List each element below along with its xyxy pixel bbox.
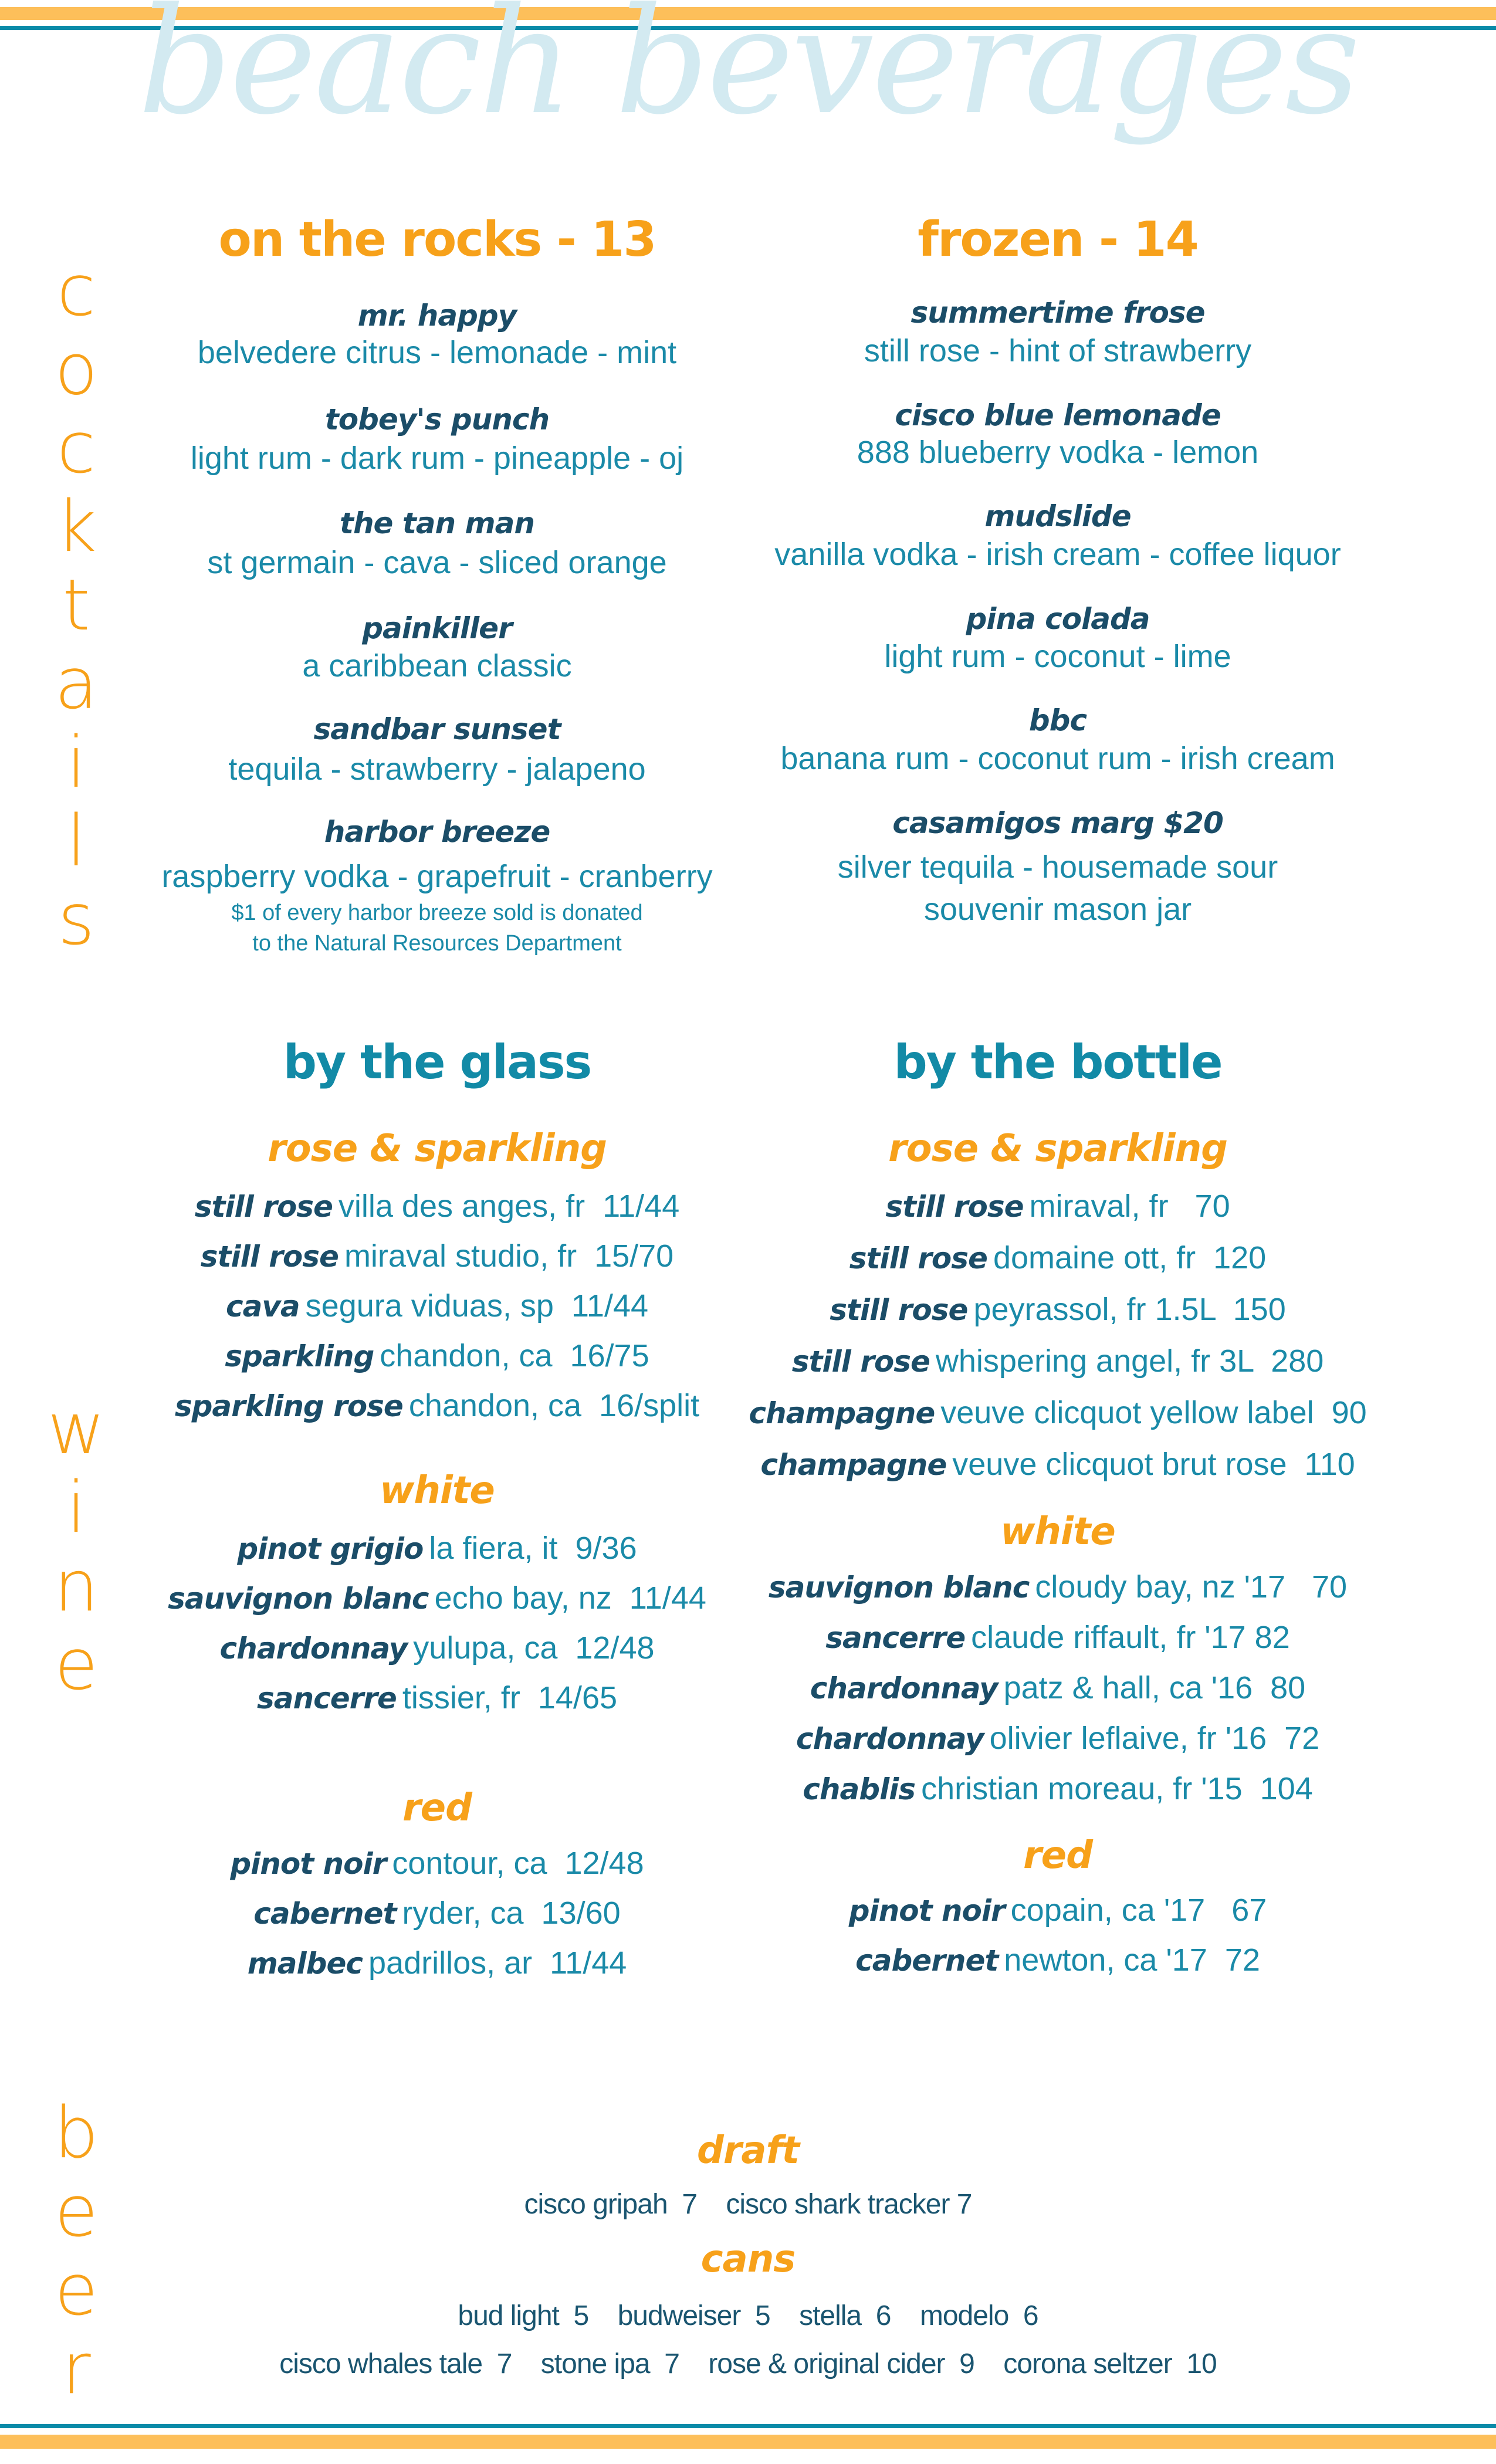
side-label-letter: i (66, 722, 86, 804)
wine-type: sancerre (256, 1681, 397, 1715)
wine-type: still rose (200, 1240, 339, 1274)
wine-detail: ryder, ca 13/60 (402, 1896, 621, 1931)
side-label-letter: k (56, 486, 97, 568)
wine-type: champagne (760, 1448, 947, 1482)
wine-type: cabernet (855, 1944, 999, 1978)
bottom-teal-line (0, 2424, 1496, 2428)
wine-detail: echo bay, nz 11/44 (434, 1580, 706, 1616)
wine-type: pinot noir (848, 1894, 1005, 1928)
wine-item (649, 1619, 1467, 1656)
wine-detail: segura viduas, sp 11/44 (305, 1288, 649, 1324)
wine-item (649, 1291, 1467, 1328)
section-heading-frozen: frozen - 14 (918, 212, 1198, 268)
cocktail-desc: raspberry vodka - grapefruit - cranberry (161, 859, 713, 894)
wine-type: sparkling (225, 1339, 374, 1373)
cocktail-desc: souvenir mason jar (923, 892, 1192, 927)
cocktail-desc: banana rum - coconut rum - irish cream (780, 741, 1335, 776)
draft-list: cisco gripah 7 cisco shark tracker 7 (524, 2189, 972, 2220)
wine-item (649, 1892, 1467, 1928)
cocktail-desc: belvedere citrus - lemonade - mint (197, 335, 677, 370)
side-label-letter: i (66, 1467, 86, 1549)
cocktail-name: mr. happy (357, 299, 517, 333)
wine-type: cava (225, 1289, 300, 1324)
wine-detail: villa des anges, fr 11/44 (338, 1189, 680, 1224)
wine-detail: patz & hall, ca '16 80 (1003, 1670, 1306, 1705)
wine-detail: peyrassol, fr 1.5L 150 (973, 1292, 1286, 1327)
cocktail-name: harbor breeze (324, 815, 550, 849)
wine-detail: tissier, fr 14/65 (402, 1680, 618, 1715)
wine-type: chardonnay (810, 1671, 998, 1705)
wine-detail: padrillos, ar 11/44 (368, 1945, 627, 1981)
cocktail-name: the tan man (340, 506, 534, 540)
wine-item (649, 1771, 1467, 1807)
wine-item (649, 1446, 1467, 1483)
wine-item (649, 1395, 1467, 1431)
side-label-letter: o (55, 329, 98, 411)
wine-type: sauvignon blanc (168, 1582, 429, 1616)
wine-detail: miraval studio, fr 15/70 (344, 1238, 674, 1274)
cocktail-desc: still rose - hint of strawberry (864, 333, 1252, 368)
cans-list: bud light 5 budweiser 5 stella 6 modelo 6 (458, 2300, 1038, 2331)
section-heading-by-the-bottle: by the bottle (893, 1035, 1222, 1089)
side-label-letter: c (57, 408, 96, 489)
wine-detail: claude riffault, fr '17 82 (971, 1620, 1290, 1655)
wine-detail: chandon, ca 16/75 (380, 1338, 649, 1373)
wine-detail: whispering angel, fr 3L 280 (935, 1343, 1324, 1379)
wine-detail: copain, ca '17 67 (1010, 1893, 1267, 1928)
side-label-letter: e (55, 1624, 98, 1706)
wine-detail: contour, ca 12/48 (392, 1846, 644, 1881)
side-label-letter: n (53, 1546, 99, 1627)
wine-type: chablis (803, 1772, 916, 1806)
wine-type: chardonnay (796, 1722, 984, 1756)
wine-detail: yulupa, ca 12/48 (413, 1630, 655, 1666)
section-heading-on-the-rocks: on the rocks - 13 (218, 212, 656, 268)
cocktail-desc: tequila - strawberry - jalapeno (228, 752, 646, 787)
subheading-red: red (1023, 1834, 1092, 1877)
cocktail-name: sandbar sunset (313, 712, 561, 746)
cocktail-name: tobey's punch (324, 402, 550, 436)
cocktail-name: pina colada (966, 602, 1150, 636)
wine-type: chardonnay (219, 1632, 408, 1666)
side-label-letter: e (55, 2171, 98, 2253)
side-label-letter: r (62, 2328, 91, 2410)
wine-type: pinot grigio (237, 1532, 424, 1566)
cocktail-desc: light rum - dark rum - pineapple - oj (190, 441, 684, 476)
subheading-rose-sparkling: rose & sparkling (888, 1127, 1227, 1170)
cocktail-name: summertime frose (911, 296, 1205, 330)
wine-type: cabernet (253, 1897, 397, 1931)
bottom-orange-bar (0, 2435, 1496, 2449)
wine-detail: veuve clicquot yellow label 90 (940, 1395, 1367, 1430)
wine-detail: christian moreau, fr '15 104 (921, 1771, 1313, 1806)
cocktail-desc: 888 blueberry vodka - lemon (857, 435, 1259, 470)
wine-item (649, 1720, 1467, 1756)
wine-detail: chandon, ca 16/split (408, 1388, 700, 1423)
cocktail-name: bbc (1028, 703, 1087, 737)
wine-type: still rose (885, 1190, 1024, 1224)
donation-note: $1 of every harbor breeze sold is donated (231, 901, 643, 925)
wine-item (649, 1569, 1467, 1605)
wine-detail: cloudy bay, nz '17 70 (1035, 1569, 1348, 1605)
wine-detail: olivier leflaive, fr '16 72 (989, 1721, 1320, 1756)
wine-detail: domaine ott, fr 120 (993, 1240, 1267, 1275)
subheading-white: white (380, 1469, 495, 1512)
wine-item (649, 1188, 1467, 1224)
cocktail-name: casamigos marg $20 (892, 806, 1223, 840)
side-label-letter: t (62, 565, 90, 647)
cocktail-desc: st germain - cava - sliced orange (207, 545, 667, 580)
wine-type: still rose (849, 1241, 987, 1275)
wine-type: still rose (194, 1190, 333, 1224)
wine-detail: la fiera, it 9/36 (429, 1531, 637, 1566)
menu-title: beach beverages (138, 0, 1358, 147)
side-label-letter: l (66, 801, 86, 882)
side-label-letter: c (57, 251, 96, 332)
subheading-cans: cans (700, 2238, 796, 2281)
wine-type: sauvignon blanc (768, 1571, 1030, 1605)
cocktail-desc: silver tequila - housemade sour (837, 849, 1278, 885)
wine-item (649, 1942, 1467, 1978)
wine-detail: newton, ca '17 72 (1004, 1942, 1260, 1978)
wine-type: still rose (791, 1345, 930, 1379)
side-label-letter: s (57, 879, 95, 961)
subheading-rose-sparkling: rose & sparkling (268, 1127, 607, 1170)
wine-type: pinot noir (230, 1847, 387, 1881)
wine-item (649, 1670, 1467, 1706)
wine-type: still rose (830, 1293, 968, 1327)
wine-item (649, 1240, 1467, 1276)
section-heading-by-the-glass: by the glass (283, 1035, 591, 1089)
cocktail-desc: light rum - coconut - lime (884, 639, 1231, 674)
cocktail-desc: vanilla vodka - irish cream - coffee liquor (774, 537, 1341, 572)
side-label-letter: b (53, 2093, 99, 2174)
subheading-red: red (402, 1786, 472, 1830)
subheading-white: white (1000, 1510, 1115, 1553)
wine-type: sparkling rose (174, 1389, 403, 1423)
cocktail-desc: a caribbean classic (302, 648, 572, 683)
wine-type: sancerre (825, 1621, 966, 1655)
donation-note: to the Natural Resources Department (252, 931, 622, 956)
cocktail-name: painkiller (362, 611, 512, 645)
wine-detail: veuve clicquot brut rose 110 (952, 1447, 1355, 1482)
wine-item (649, 1343, 1467, 1379)
subheading-draft: draft (697, 2129, 799, 2172)
wine-type: malbec (247, 1947, 363, 1981)
cans-list: cisco whales tale 7 stone ipa 7 rose & original cider 9 corona seltzer 10 (279, 2348, 1217, 2380)
side-label-letter: w (47, 1389, 106, 1470)
cocktail-name: mudslide (984, 499, 1131, 533)
wine-detail: miraval, fr 70 (1029, 1189, 1230, 1224)
wine-type: champagne (749, 1396, 935, 1430)
side-label-letter: a (55, 644, 98, 725)
cocktail-name: cisco blue lemonade (895, 398, 1221, 432)
side-label-letter: e (55, 2250, 98, 2331)
